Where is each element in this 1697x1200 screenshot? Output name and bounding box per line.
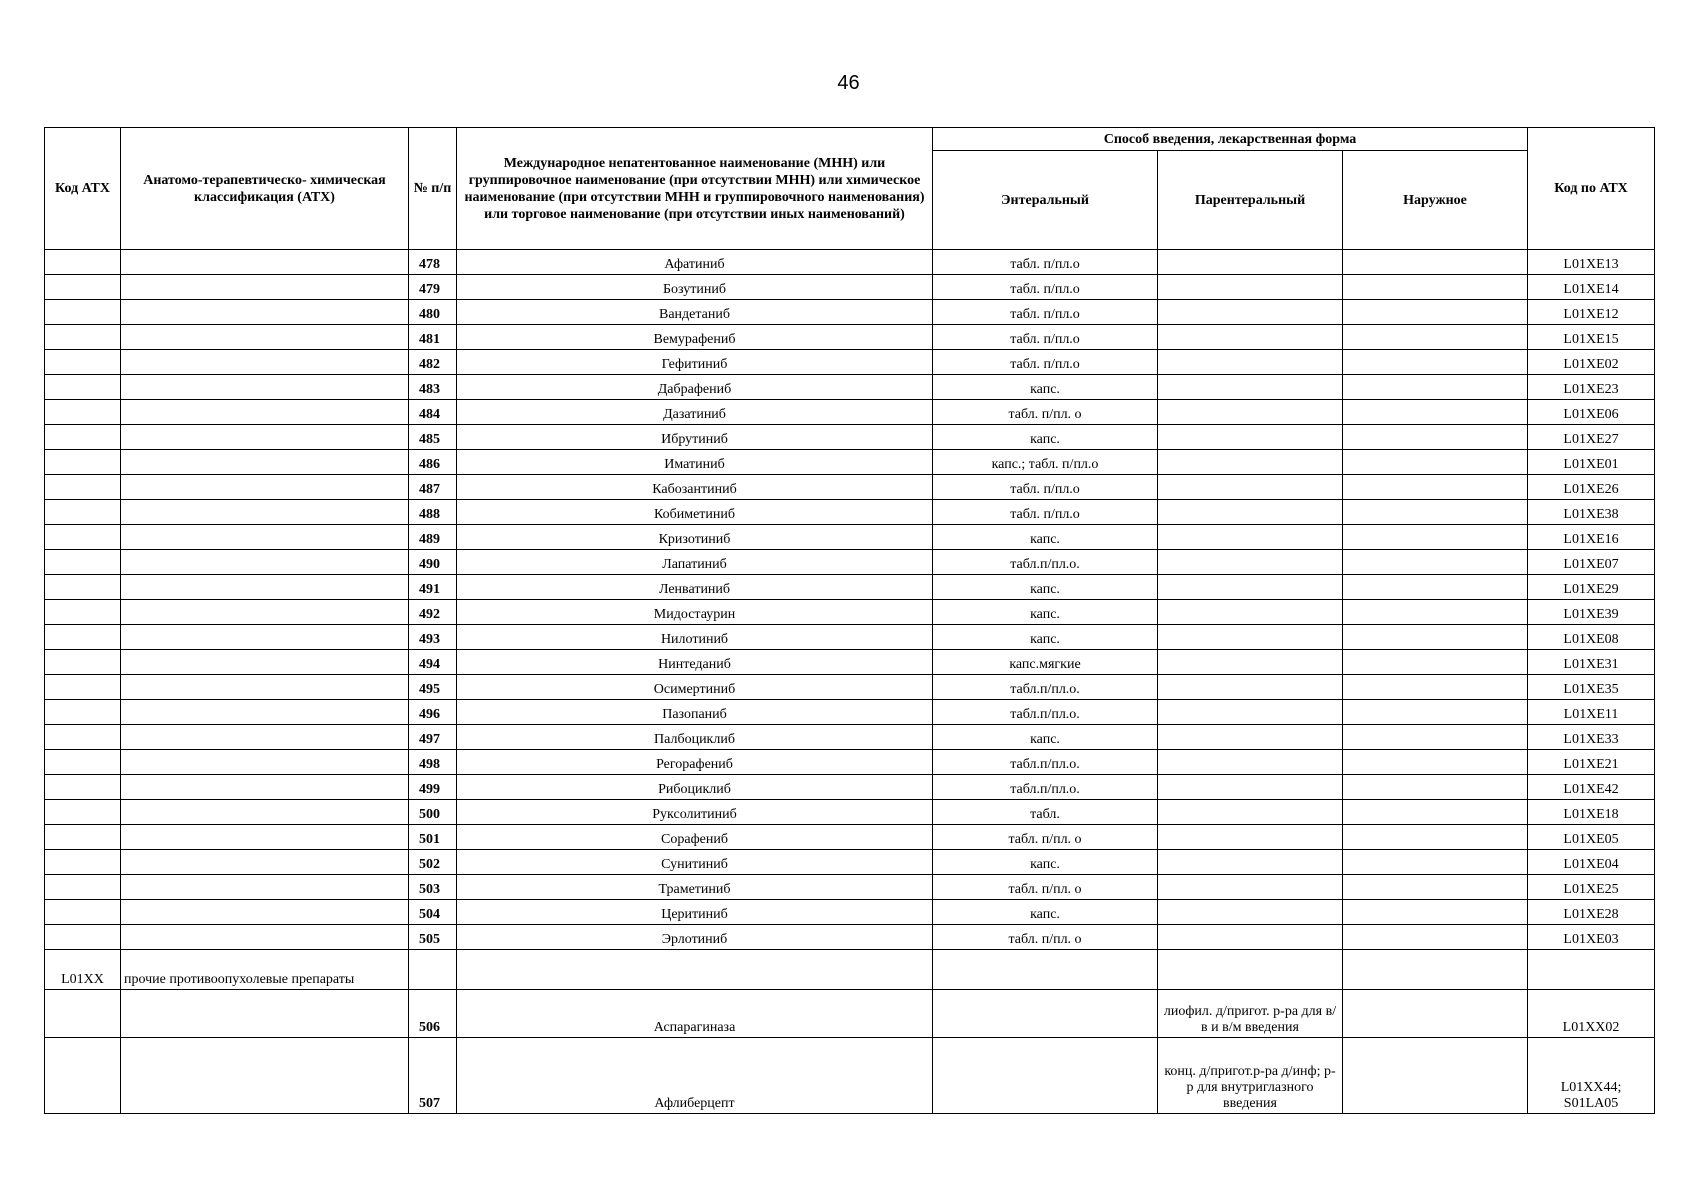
atx-code: L01XE33 — [1528, 725, 1655, 750]
table-row — [45, 625, 1655, 650]
classification-cell — [121, 325, 409, 350]
table-row — [45, 450, 1655, 475]
drug-name: Нинтеданиб — [457, 650, 933, 675]
row-number: 497 — [409, 725, 457, 750]
external-form — [1343, 775, 1528, 800]
parenteral-form — [1158, 625, 1343, 650]
atx-code: L01XE23 — [1528, 375, 1655, 400]
atx-code: L01XE06 — [1528, 400, 1655, 425]
atx-code-cell — [45, 525, 121, 550]
enteral-form: табл.п/пл.о. — [933, 675, 1158, 700]
external-form — [1343, 500, 1528, 525]
atx-code-cell — [45, 825, 121, 850]
atx-code-cell — [45, 800, 121, 825]
drug-name: Кризотиниб — [457, 525, 933, 550]
atx-code: L01XE38 — [1528, 500, 1655, 525]
classification-cell — [121, 275, 409, 300]
enteral-form: капс. — [933, 850, 1158, 875]
empty-cell — [1528, 950, 1655, 990]
drug-name: Лапатиниб — [457, 550, 933, 575]
external-form — [1343, 675, 1528, 700]
drug-name: Ленватиниб — [457, 575, 933, 600]
parenteral-form — [1158, 875, 1343, 900]
table-row — [45, 425, 1655, 450]
drug-name: Сорафениб — [457, 825, 933, 850]
atx-code-cell — [45, 475, 121, 500]
enteral-form: капс. — [933, 425, 1158, 450]
enteral-form: табл.п/пл.о. — [933, 750, 1158, 775]
enteral-form: капс. — [933, 575, 1158, 600]
enteral-form: табл. п/пл.о — [933, 350, 1158, 375]
classification-cell — [121, 825, 409, 850]
table-row — [45, 725, 1655, 750]
classification-cell — [121, 800, 409, 825]
parenteral-form — [1158, 750, 1343, 775]
row-number: 498 — [409, 750, 457, 775]
external-form — [1343, 925, 1528, 950]
enteral-form: табл. п/пл.о — [933, 300, 1158, 325]
enteral-form: табл. п/пл.о — [933, 325, 1158, 350]
external-form — [1343, 750, 1528, 775]
drug-name: Афатиниб — [457, 250, 933, 275]
parenteral-form — [1158, 575, 1343, 600]
drug-name: Дабрафениб — [457, 375, 933, 400]
parenteral-form — [1158, 600, 1343, 625]
parenteral-form — [1158, 825, 1343, 850]
enteral-form: табл. п/пл.о — [933, 500, 1158, 525]
table-row — [45, 875, 1655, 900]
external-form — [1343, 475, 1528, 500]
parenteral-form — [1158, 250, 1343, 275]
header-external: Наружное — [1343, 151, 1528, 250]
row-number: 504 — [409, 900, 457, 925]
atx-code: L01XE01 — [1528, 450, 1655, 475]
atx-code: L01XE13 — [1528, 250, 1655, 275]
classification-cell — [121, 350, 409, 375]
classification-cell — [121, 1038, 409, 1114]
classification-cell — [121, 500, 409, 525]
table-row — [45, 990, 1655, 1038]
table-row — [45, 400, 1655, 425]
atx-code-cell — [45, 625, 121, 650]
empty-cell — [409, 950, 457, 990]
drug-name: Осимертиниб — [457, 675, 933, 700]
atx-code: L01XE11 — [1528, 700, 1655, 725]
table-row — [45, 575, 1655, 600]
external-form — [1343, 850, 1528, 875]
drug-name: Руксолитиниб — [457, 800, 933, 825]
atx-code: L01XX02 — [1528, 990, 1655, 1038]
drug-name: Аспарагиназа — [457, 990, 933, 1038]
parenteral-form — [1158, 375, 1343, 400]
parenteral-form — [1158, 475, 1343, 500]
table-row — [45, 275, 1655, 300]
header-atx-code: Код АТХ — [45, 128, 121, 250]
external-form — [1343, 625, 1528, 650]
enteral-form: табл.п/пл.о. — [933, 775, 1158, 800]
atx-code-cell — [45, 250, 121, 275]
enteral-form: табл. — [933, 800, 1158, 825]
drug-table — [44, 127, 1655, 1114]
row-number: 494 — [409, 650, 457, 675]
table-row — [45, 700, 1655, 725]
drug-name: Вемурафениб — [457, 325, 933, 350]
table-row — [45, 325, 1655, 350]
enteral-form: табл. п/пл. о — [933, 825, 1158, 850]
empty-cell — [1343, 950, 1528, 990]
atx-code: L01XE05 — [1528, 825, 1655, 850]
parenteral-form — [1158, 550, 1343, 575]
classification-cell — [121, 475, 409, 500]
drug-name: Сунитиниб — [457, 850, 933, 875]
classification-cell — [121, 525, 409, 550]
drug-name: Вандетаниб — [457, 300, 933, 325]
classification-cell — [121, 725, 409, 750]
table-row — [45, 350, 1655, 375]
atx-code: L01XE35 — [1528, 675, 1655, 700]
drug-name: Церитиниб — [457, 900, 933, 925]
table-body — [45, 250, 1655, 1114]
drug-name: Пазопаниб — [457, 700, 933, 725]
parenteral-form — [1158, 700, 1343, 725]
group-row — [45, 950, 1655, 990]
table-row — [45, 250, 1655, 275]
drug-name: Палбоциклиб — [457, 725, 933, 750]
atx-code: L01XE21 — [1528, 750, 1655, 775]
enteral-form: табл. п/пл. о — [933, 875, 1158, 900]
classification-cell — [121, 300, 409, 325]
table-row — [45, 300, 1655, 325]
header-classification: Анатомо-терапевтическо- химическая классификация (АТХ) — [121, 128, 409, 250]
atx-code-cell — [45, 300, 121, 325]
row-number: 483 — [409, 375, 457, 400]
enteral-form: табл. п/пл.о — [933, 475, 1158, 500]
atx-code: L01XE14 — [1528, 275, 1655, 300]
table-row — [45, 925, 1655, 950]
drug-name: Афлиберцепт — [457, 1038, 933, 1114]
classification-cell — [121, 375, 409, 400]
row-number: 493 — [409, 625, 457, 650]
drug-name: Гефитиниб — [457, 350, 933, 375]
external-form — [1343, 700, 1528, 725]
external-form — [1343, 900, 1528, 925]
external-form — [1343, 575, 1528, 600]
atx-code: L01XE28 — [1528, 900, 1655, 925]
enteral-form: табл.п/пл.о. — [933, 700, 1158, 725]
enteral-form: капс. — [933, 900, 1158, 925]
row-number: 491 — [409, 575, 457, 600]
atx-code-cell — [45, 700, 121, 725]
external-form — [1343, 825, 1528, 850]
external-form — [1343, 600, 1528, 625]
parenteral-form: лиофил. д/пригот. р-ра для в/в и в/м введения — [1158, 990, 1343, 1038]
group-title: прочие противоопухолевые препараты — [121, 950, 409, 990]
atx-code-cell — [45, 375, 121, 400]
external-form — [1343, 300, 1528, 325]
row-number: 481 — [409, 325, 457, 350]
atx-code-cell — [45, 725, 121, 750]
parenteral-form — [1158, 775, 1343, 800]
parenteral-form — [1158, 525, 1343, 550]
external-form — [1343, 425, 1528, 450]
classification-cell — [121, 425, 409, 450]
header-num: № п/п — [409, 128, 457, 250]
classification-cell — [121, 250, 409, 275]
enteral-form: табл.п/пл.о. — [933, 550, 1158, 575]
atx-code-cell — [45, 900, 121, 925]
enteral-form: табл. п/пл.о — [933, 250, 1158, 275]
table-row — [45, 600, 1655, 625]
atx-code-cell — [45, 325, 121, 350]
external-form — [1343, 450, 1528, 475]
atx-code: L01XE18 — [1528, 800, 1655, 825]
parenteral-form — [1158, 725, 1343, 750]
atx-code: L01XE15 — [1528, 325, 1655, 350]
row-number: 506 — [409, 990, 457, 1038]
external-form — [1343, 725, 1528, 750]
atx-code: L01XE31 — [1528, 650, 1655, 675]
atx-code-cell — [45, 350, 121, 375]
atx-code-cell — [45, 450, 121, 475]
table-row — [45, 775, 1655, 800]
atx-code-cell — [45, 1038, 121, 1114]
enteral-form: капс. — [933, 725, 1158, 750]
table-row — [45, 900, 1655, 925]
row-number: 485 — [409, 425, 457, 450]
header-parenteral: Парентеральный — [1158, 151, 1343, 250]
drug-name: Ибрутиниб — [457, 425, 933, 450]
external-form — [1343, 275, 1528, 300]
classification-cell — [121, 750, 409, 775]
atx-code: L01XE25 — [1528, 875, 1655, 900]
classification-cell — [121, 990, 409, 1038]
classification-cell — [121, 450, 409, 475]
parenteral-form — [1158, 650, 1343, 675]
parenteral-form — [1158, 425, 1343, 450]
header-atx-code-right: Код по АТХ — [1528, 128, 1655, 250]
parenteral-form — [1158, 275, 1343, 300]
atx-code: L01XX44; S01LA05 — [1528, 1038, 1655, 1114]
classification-cell — [121, 400, 409, 425]
enteral-form: капс. — [933, 375, 1158, 400]
atx-code: L01XE12 — [1528, 300, 1655, 325]
external-form — [1343, 650, 1528, 675]
empty-cell — [457, 950, 933, 990]
row-number: 479 — [409, 275, 457, 300]
atx-code-cell — [45, 925, 121, 950]
parenteral-form — [1158, 850, 1343, 875]
table-row — [45, 1038, 1655, 1114]
row-number: 482 — [409, 350, 457, 375]
header-name: Международное непатентованное наименование (МНН) или группировочное наименование (при отсутствии МНН) или химическое наименование (при отсутствии МНН и группировочного наименования) или торговое наименование (при отсутствии иных наименований) — [457, 128, 933, 250]
external-form — [1343, 875, 1528, 900]
header-route-group: Способ введения, лекарственная форма — [933, 128, 1528, 151]
row-number: 507 — [409, 1038, 457, 1114]
atx-code-cell — [45, 775, 121, 800]
external-form — [1343, 550, 1528, 575]
row-number: 500 — [409, 800, 457, 825]
external-form — [1343, 800, 1528, 825]
table-row — [45, 375, 1655, 400]
atx-code-cell — [45, 750, 121, 775]
atx-code-cell — [45, 875, 121, 900]
table-row — [45, 825, 1655, 850]
atx-code: L01XE39 — [1528, 600, 1655, 625]
page-number: 46 — [837, 72, 860, 94]
table-row — [45, 800, 1655, 825]
atx-code: L01XE03 — [1528, 925, 1655, 950]
classification-cell — [121, 550, 409, 575]
atx-code-cell — [45, 675, 121, 700]
parenteral-form — [1158, 900, 1343, 925]
row-number: 501 — [409, 825, 457, 850]
row-number: 488 — [409, 500, 457, 525]
atx-code-cell — [45, 575, 121, 600]
enteral-form: капс.мягкие — [933, 650, 1158, 675]
parenteral-form — [1158, 500, 1343, 525]
table-row — [45, 750, 1655, 775]
row-number: 489 — [409, 525, 457, 550]
parenteral-form: конц. д/пригот.р-ра д/инф; р-р для внутриглазного введения — [1158, 1038, 1343, 1114]
parenteral-form — [1158, 400, 1343, 425]
atx-code: L01XE08 — [1528, 625, 1655, 650]
row-number: 499 — [409, 775, 457, 800]
drug-name: Эрлотиниб — [457, 925, 933, 950]
drug-name: Нилотиниб — [457, 625, 933, 650]
external-form — [1343, 375, 1528, 400]
classification-cell — [121, 650, 409, 675]
external-form — [1343, 400, 1528, 425]
enteral-form — [933, 1038, 1158, 1114]
atx-code-cell — [45, 990, 121, 1038]
drug-name: Траметиниб — [457, 875, 933, 900]
row-number: 480 — [409, 300, 457, 325]
external-form — [1343, 990, 1528, 1038]
classification-cell — [121, 900, 409, 925]
row-number: 484 — [409, 400, 457, 425]
table-row — [45, 550, 1655, 575]
atx-code-cell — [45, 650, 121, 675]
drug-name: Иматиниб — [457, 450, 933, 475]
drug-name: Мидостаурин — [457, 600, 933, 625]
classification-cell — [121, 850, 409, 875]
row-number: 490 — [409, 550, 457, 575]
table-row — [45, 525, 1655, 550]
empty-cell — [933, 950, 1158, 990]
group-atx-code: L01XX — [45, 950, 121, 990]
classification-cell — [121, 925, 409, 950]
row-number: 496 — [409, 700, 457, 725]
empty-cell — [1158, 950, 1343, 990]
table-row — [45, 475, 1655, 500]
parenteral-form — [1158, 675, 1343, 700]
atx-code-cell — [45, 600, 121, 625]
classification-cell — [121, 875, 409, 900]
enteral-form: табл. п/пл.о — [933, 275, 1158, 300]
external-form — [1343, 250, 1528, 275]
row-number: 495 — [409, 675, 457, 700]
atx-code-cell — [45, 425, 121, 450]
row-number: 487 — [409, 475, 457, 500]
atx-code: L01XE42 — [1528, 775, 1655, 800]
atx-code: L01XE27 — [1528, 425, 1655, 450]
parenteral-form — [1158, 350, 1343, 375]
header-enteral: Энтеральный — [933, 151, 1158, 250]
classification-cell — [121, 625, 409, 650]
row-number: 503 — [409, 875, 457, 900]
atx-code: L01XE29 — [1528, 575, 1655, 600]
row-number: 505 — [409, 925, 457, 950]
table-row — [45, 500, 1655, 525]
enteral-form: табл. п/пл. о — [933, 925, 1158, 950]
external-form — [1343, 325, 1528, 350]
parenteral-form — [1158, 300, 1343, 325]
external-form — [1343, 350, 1528, 375]
drug-name: Кабозантиниб — [457, 475, 933, 500]
classification-cell — [121, 600, 409, 625]
parenteral-form — [1158, 325, 1343, 350]
atx-code: L01XE02 — [1528, 350, 1655, 375]
enteral-form: капс.; табл. п/пл.о — [933, 450, 1158, 475]
classification-cell — [121, 775, 409, 800]
table-row — [45, 850, 1655, 875]
parenteral-form — [1158, 800, 1343, 825]
parenteral-form — [1158, 450, 1343, 475]
table-row — [45, 675, 1655, 700]
drug-name: Рибоциклиб — [457, 775, 933, 800]
enteral-form — [933, 990, 1158, 1038]
drug-name: Дазатиниб — [457, 400, 933, 425]
atx-code-cell — [45, 550, 121, 575]
atx-code: L01XE04 — [1528, 850, 1655, 875]
table-row — [45, 650, 1655, 675]
enteral-form: капс. — [933, 600, 1158, 625]
drug-name: Кобиметиниб — [457, 500, 933, 525]
atx-code-cell — [45, 400, 121, 425]
external-form — [1343, 525, 1528, 550]
atx-code-cell — [45, 850, 121, 875]
enteral-form: табл. п/пл. о — [933, 400, 1158, 425]
atx-code: L01XE07 — [1528, 550, 1655, 575]
classification-cell — [121, 700, 409, 725]
enteral-form: капс. — [933, 525, 1158, 550]
classification-cell — [121, 675, 409, 700]
row-number: 478 — [409, 250, 457, 275]
drug-name: Бозутиниб — [457, 275, 933, 300]
classification-cell — [121, 575, 409, 600]
row-number: 486 — [409, 450, 457, 475]
atx-code-cell — [45, 500, 121, 525]
row-number: 492 — [409, 600, 457, 625]
atx-code-cell — [45, 275, 121, 300]
enteral-form: капс. — [933, 625, 1158, 650]
row-number: 502 — [409, 850, 457, 875]
drug-name: Регорафениб — [457, 750, 933, 775]
atx-code: L01XE16 — [1528, 525, 1655, 550]
parenteral-form — [1158, 925, 1343, 950]
external-form — [1343, 1038, 1528, 1114]
atx-code: L01XE26 — [1528, 475, 1655, 500]
